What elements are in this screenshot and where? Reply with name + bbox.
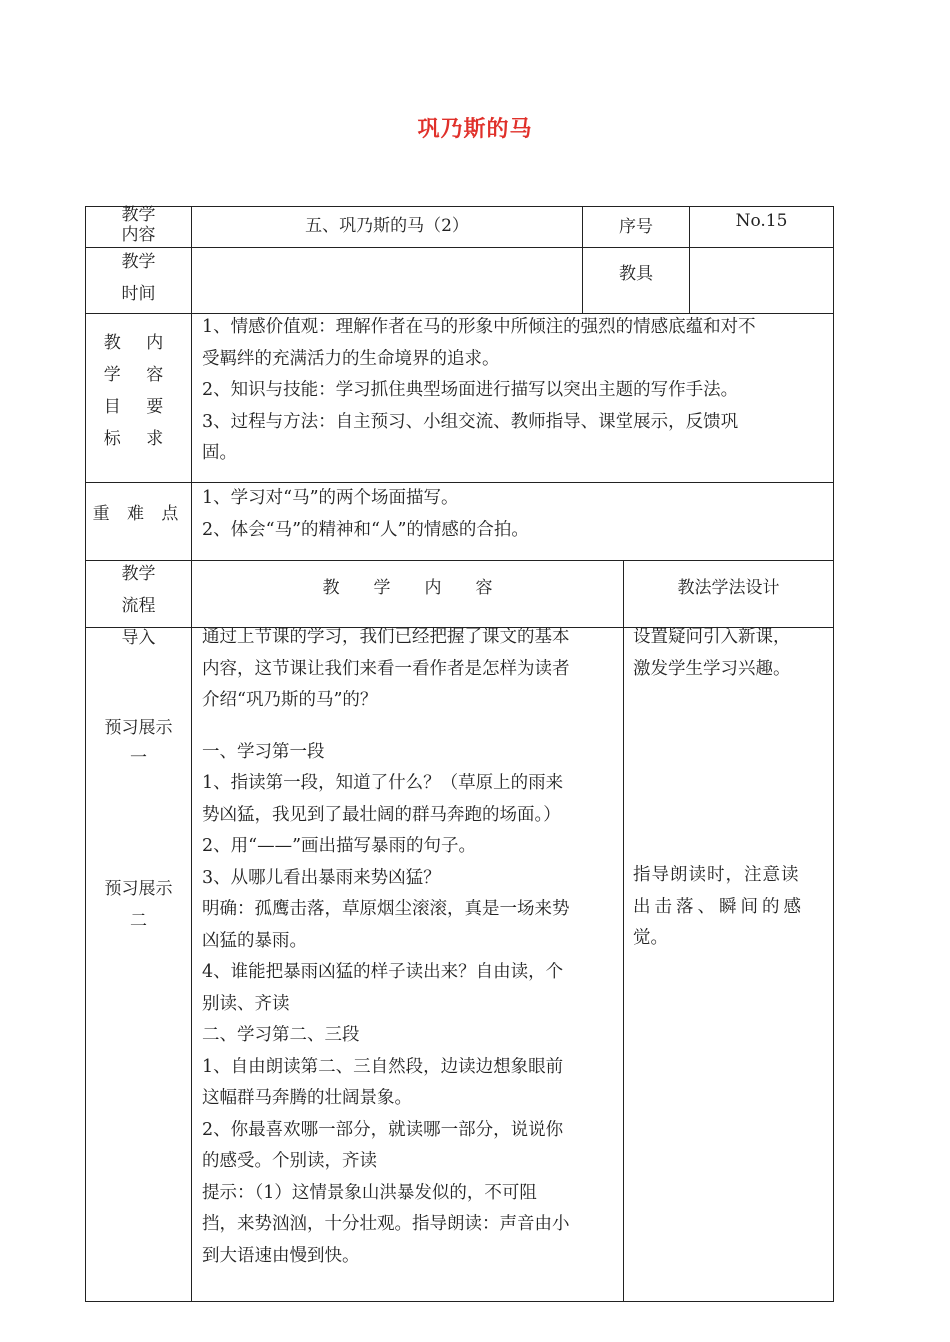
seq-label: 序号 [619,217,653,237]
content-line: 的感受。个别读，齐读 [202,1151,377,1171]
goals-text [202,312,827,470]
table-border-bottom [85,1301,834,1302]
method-line: 指导朗读时，注意读 [633,865,800,885]
goals-label-line: 教 内 [103,333,174,353]
content-line: 介绍“巩乃斯的马”的？ [202,690,378,710]
content-label-line: 内容 [121,225,156,245]
content-line: 2、你最喜欢哪一部分，就读哪一部分，说说你 [202,1119,564,1140]
seq-value: No.15 [735,211,788,231]
stage-preview-1-num: 一 [130,748,147,768]
goals-line: 1、情感价值观：理解作者在马的形象中所倾注的强烈的情感底蕴和对不 [202,317,756,337]
key-point-line: 2、体会“马”的精神和“人”的情感的合拍。 [202,519,529,540]
time-label-line: 教学 [121,252,156,272]
goals-label [86,327,191,455]
content-line: 2、用“——”画出描写暴雨的句子。 [202,836,477,856]
method-line: 设置疑问引入新课， [633,627,791,647]
goals-line: 受羁绊的充满活力的生命境界的追求。 [202,348,500,369]
time-label-line: 时间 [121,284,156,304]
flow-label [86,558,191,622]
content-line: 1、指读第一段，知道了什么？（草原上的雨来 [202,773,564,793]
flow-method-1 [633,622,829,685]
content-line: 这幅群马奔腾的壮阔景象。 [202,1088,412,1108]
goals-line: 3、过程与方法：自主预习、小组交流、教师指导、课堂展示，反馈巩 [202,411,739,432]
content-label [86,205,191,245]
content-line: 4、谁能把暴雨凶猛的样子读出来？自由读，个 [202,962,564,982]
method-line: 觉。 [633,928,668,948]
method-line: 出击落、瞬间的感 [633,896,805,917]
flow-method-header: 教法学法设计 [677,578,780,598]
key-points-label: 重 难 点 [92,504,185,524]
content-line: 提示：（1）这情景象山洪暴发似的，不可阻 [202,1182,537,1203]
flow-content-header: 教 学 内 容 [322,578,493,598]
content-line: 挡，来势汹汹，十分壮观。指导朗读：声音由小 [202,1214,570,1234]
table-border-top [85,206,834,207]
key-point-line: 1、学习对“马”的两个场面描写。 [202,488,459,508]
content-line: 凶猛的暴雨。 [202,930,307,951]
content-line: 势凶猛，我见到了最壮阔的群马奔跑的场面。） [202,804,561,825]
time-label [86,246,191,310]
table-border-right [833,206,834,1302]
tool-label: 教具 [619,264,653,284]
content-label-line: 教学 [121,205,156,225]
content-line: 到大语速由慢到快。 [202,1245,360,1266]
goals-label-line: 学 容 [103,365,174,385]
content-line: 通过上节课的学习，我们已经把握了课文的基本 [202,627,570,647]
content-line: 别读、齐读 [202,993,290,1014]
goals-label-line: 标 求 [103,429,174,449]
row-divider [85,560,834,561]
row-divider [85,247,834,248]
content-line: 3、从哪儿看出暴雨来势凶猛？ [202,867,441,888]
flow-method-2 [633,860,829,955]
flow-content [202,622,620,1272]
content-line: 二、学习第二、三段 [202,1025,360,1045]
content-line: 1、自由朗读第二、三自然段，边读边想象眼前 [202,1056,564,1077]
document-title: 巩乃斯的马 [417,117,533,142]
flow-label-line: 教学 [121,564,156,584]
goals-label-line: 目 要 [103,397,174,417]
key-points-text [202,483,827,546]
flow-label-line: 流程 [121,596,156,616]
method-line: 激发学生学习兴趣。 [633,658,791,679]
column-divider [623,560,624,1302]
stage-preview-2-num: 二 [130,911,147,931]
stage-intro: 导入 [121,628,156,648]
content-line: 内容，这节课让我们来看一看作者是怎样为读者 [202,658,570,679]
content-value: 五、巩乃斯的马（2） [305,216,469,236]
goals-line: 固。 [202,443,237,463]
content-line: 明确：孤鹰击落，草原烟尘滚滚，真是一场来势 [202,899,570,919]
content-line: 一、学习第一段 [202,741,325,762]
stage-preview-2: 预习展示 [104,879,173,899]
goals-line: 2、知识与技能：学习抓住典型场面进行描写以突出主题的写作手法。 [202,380,739,400]
stage-preview-1: 预习展示 [104,718,173,738]
column-divider [191,206,192,1302]
